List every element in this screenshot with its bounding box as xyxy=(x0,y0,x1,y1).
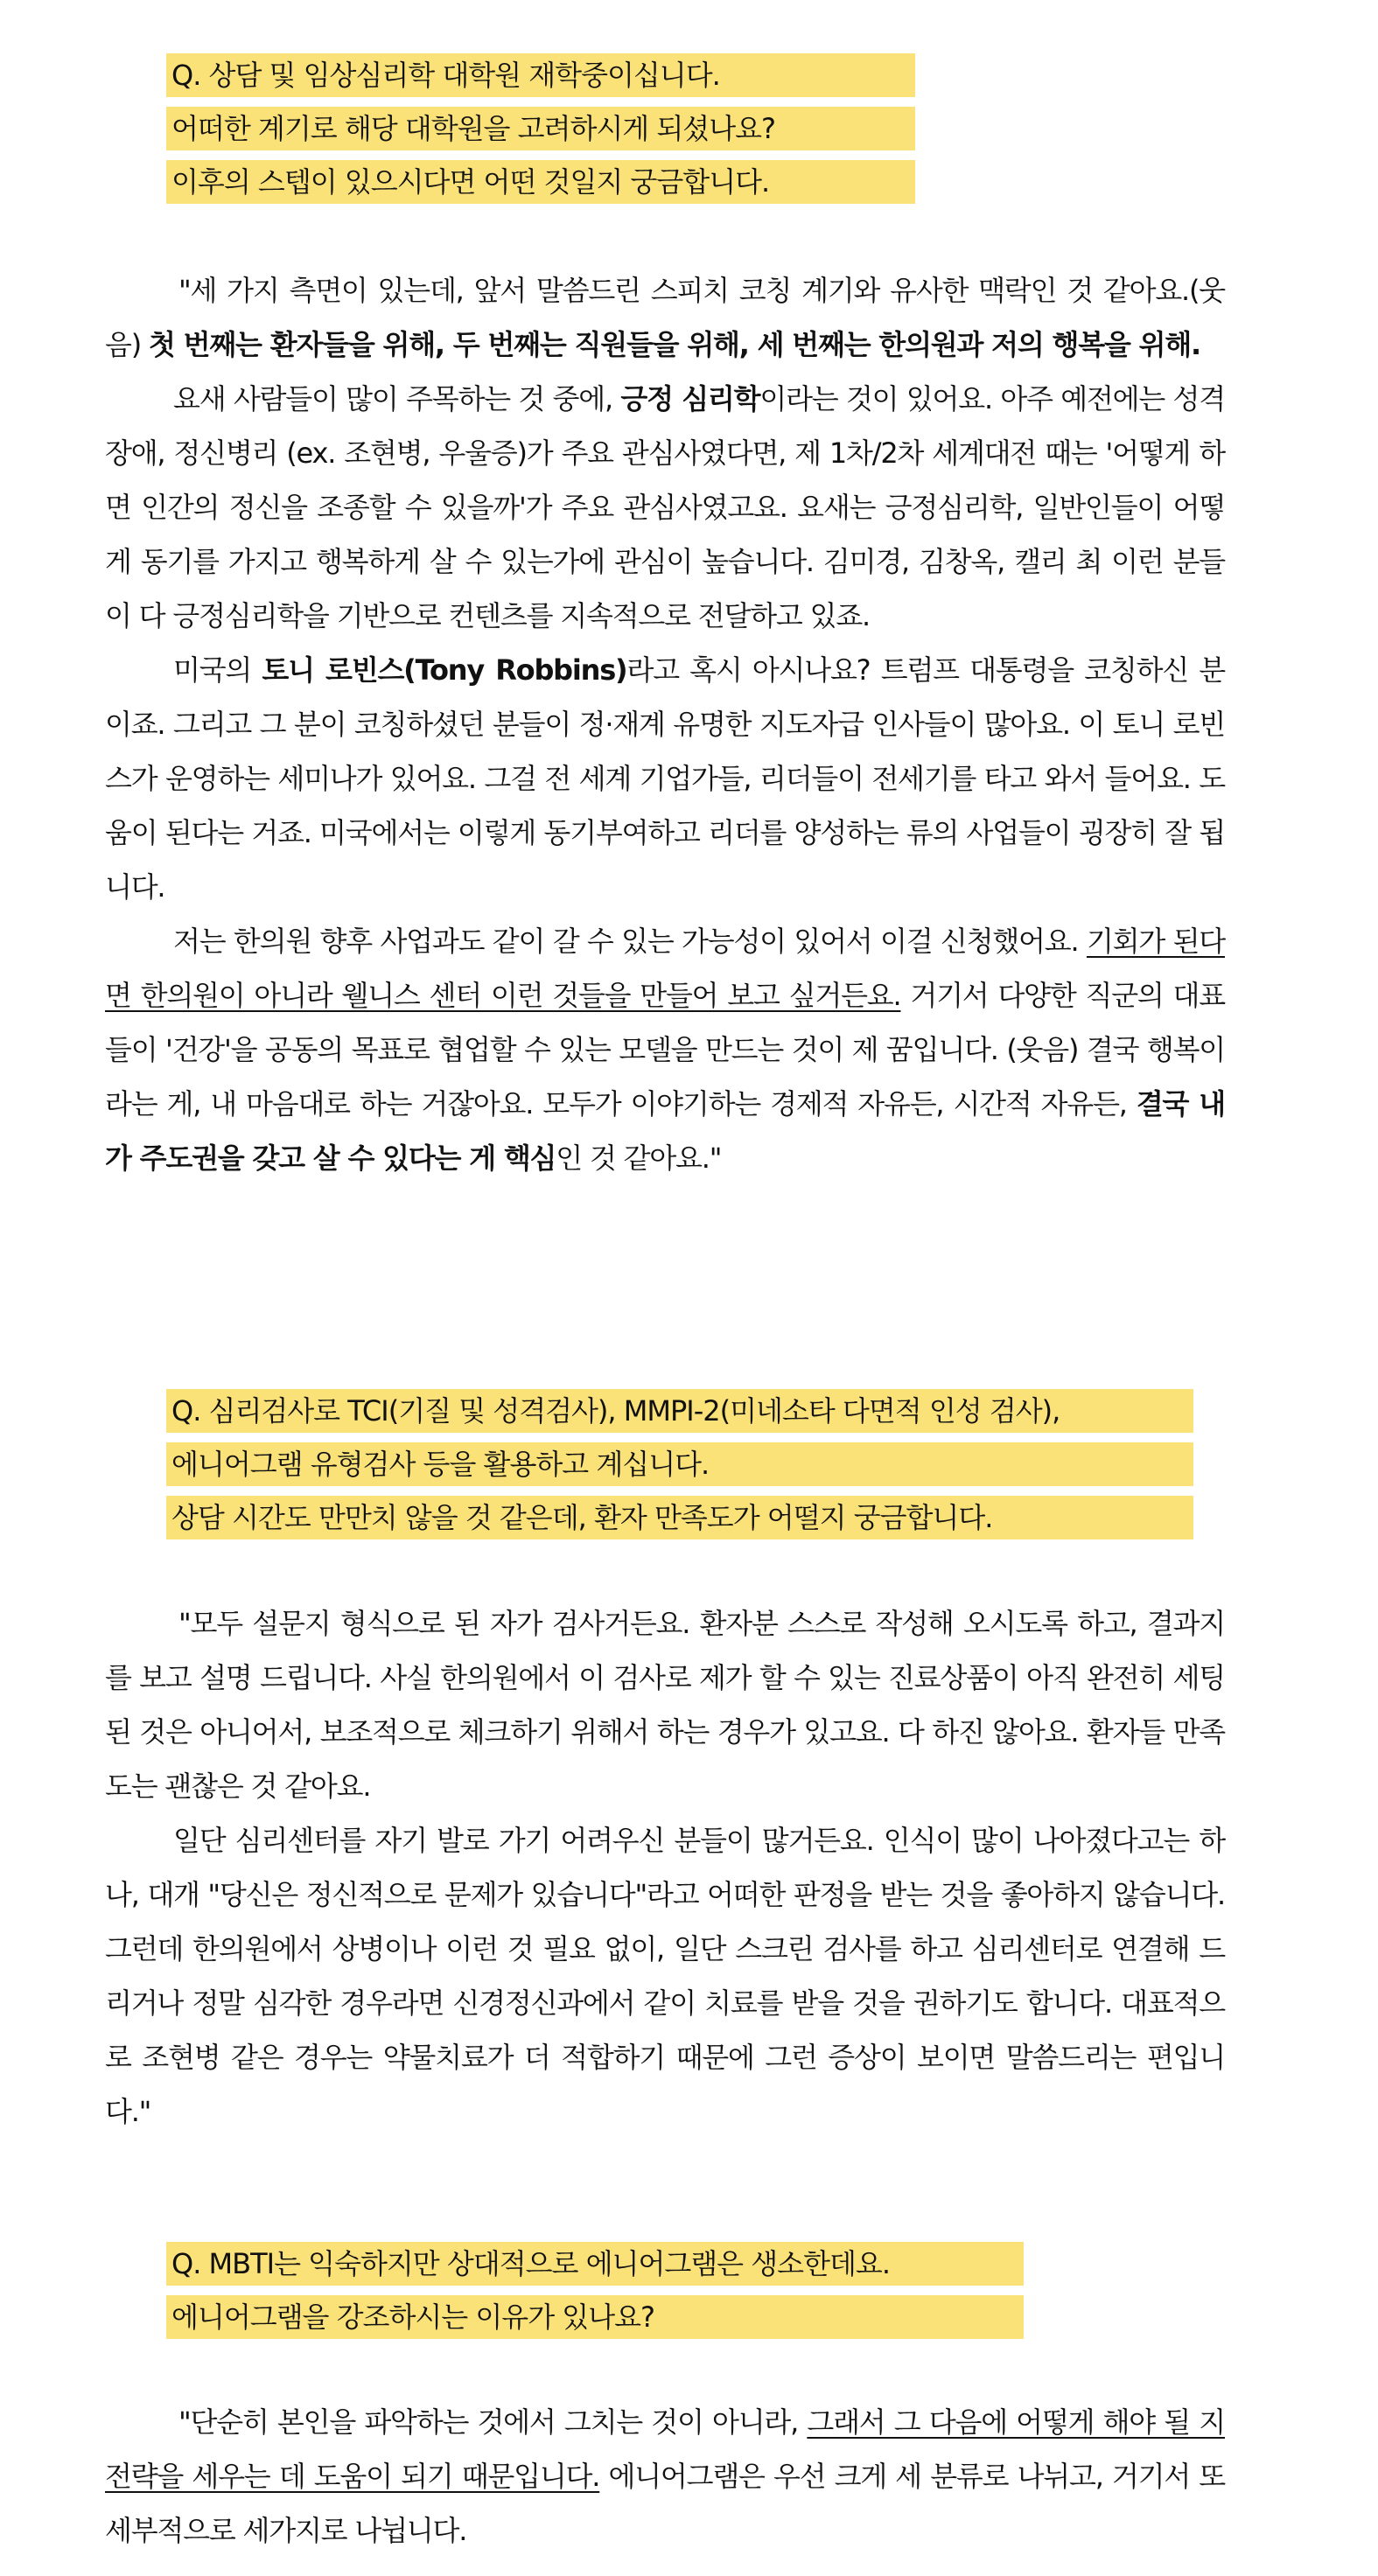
question-3-line-2: 에니어그램을 강조하시는 이유가 있나요? xyxy=(166,2295,1024,2339)
answer-3 xyxy=(105,2395,1225,2558)
answer-1-paragraph-4 xyxy=(105,914,1225,1185)
answer-3-p1-text-1: "단순히 본인을 파악하는 것에서 그치는 것이 아니라, xyxy=(178,2405,808,2439)
question-1-line-1: Q. 상담 및 임상심리학 대학원 재학중이십니다. xyxy=(166,53,915,97)
answer-1-p1-bold: 첫 번째는 환자들을 위해, 두 번째는 직원들을 위해, 세 번째는 한의원과 저의 행복을 위해. xyxy=(148,328,1200,361)
answer-3-paragraph-1 xyxy=(105,2395,1225,2558)
question-2-line-1: Q. 심리검사로 TCI(기질 및 성격검사), MMPI-2(미네소타 다면적 인성 검사), xyxy=(166,1389,1193,1433)
question-2-block xyxy=(166,1389,1193,1549)
answer-2 xyxy=(105,1596,1225,2139)
answer-1-p3-text-2: 라고 혹시 아시나요? 트럼프 대통령을 코칭하신 분이죠. 그리고 그 분이 코칭하셨던 분들이 정·재계 유명한 지도자급 인사들이 많아요. 이 토니 로빈스가 운영하는 세미나가 있어요. 그걸 전 세계 기업가들, 리더들이 전세기를 타고 와서 들어요. 도움이 된다는 거죠. 미국에서는 이렇게 동기부여하고 리더를 양성하는 류의 사업들이 굉장히 잘 됩니다. xyxy=(105,653,1226,904)
question-3-block xyxy=(166,2242,1024,2349)
question-2-line-2: 에니어그램 유형검사 등을 활용하고 계십니다. xyxy=(166,1442,1193,1486)
answer-1-p4-text-3: 인 것 같아요." xyxy=(556,1141,722,1175)
answer-1-p2-text-2: 이라는 것이 있어요. 아주 예전에는 성격장애, 정신병리 (ex. 조현병, 우울증)가 주요 관심사였다면, 제 1차/2차 세계대전 때는 '어떻게 하면 인간의 정신을 조종할 수 있을까'가 주요 관심사였고요. 요새는 긍정심리학, 일반인들이 어떻게 동기를 가지고 행복하게 살 수 있는가에 관심이 높습니다. 김미경, 김창옥, 캘리 최 이런 분들이 다 긍정심리학을 기반으로 컨텐츠를 지속적으로 전달하고 있죠. xyxy=(105,382,1225,632)
question-1-block xyxy=(166,53,915,213)
answer-2-paragraph-1: "모두 설문지 형식으로 된 자가 검사거든요. 환자분 스스로 작성해 오시도록 하고, 결과지를 보고 설명 드립니다. 사실 한의원에서 이 검사로 제가 할 수 있는 진료상품이 아직 완전히 세팅된 것은 아니어서, 보조적으로 체크하기 위해서 하는 경우가 있고요. 다 하진 않아요. 환자들 만족도는 괜찮은 것 같아요. xyxy=(105,1607,1225,1803)
answer-1-p4-text-1: 저는 한의원 향후 사업과도 같이 갈 수 있는 가능성이 있어서 이걸 신청했어요. xyxy=(173,925,1087,958)
question-3-line-1: Q. MBTI는 익숙하지만 상대적으로 에니어그램은 생소한데요. xyxy=(166,2242,1024,2286)
answer-1-paragraph-1 xyxy=(105,263,1225,372)
answer-1-p1-text: "세 가지 측면이 있는데, 앞서 말씀드린 스피치 코칭 계기와 유사한 맥락인 것 같아요.(웃음) xyxy=(105,274,1225,361)
answer-1-paragraph-2 xyxy=(105,372,1225,643)
answer-1 xyxy=(105,263,1225,1185)
answer-1-paragraph-3 xyxy=(105,643,1225,914)
answer-1-p4-bold: 결국 내가 주도권을 갖고 살 수 있다는 게 핵심 xyxy=(105,1087,1225,1175)
answer-1-p2-text-1: 요새 사람들이 많이 주목하는 것 중에, xyxy=(173,382,621,415)
answer-1-p2-bold: 긍정 심리학 xyxy=(620,382,760,415)
answer-3-p1-text-2: 에니어그램은 우선 크게 세 분류로 나뉘고, 거기서 또 세부적으로 세가지로 나뉩니다. xyxy=(105,2460,1226,2547)
answer-1-p3-bold: 토니 로빈스(Tony Robbins) xyxy=(262,653,627,687)
answer-1-p4-text-2: 거기서 다양한 직군의 대표들이 '건강'을 공동의 목표로 협업할 수 있는 모델을 만드는 것이 제 꿈입니다. (웃음) 결국 행복이라는 게, 내 마음대로 하는 거잖아요. 모두가 이야기하는 경제적 자유든, 시간적 자유든, xyxy=(105,979,1225,1120)
answer-1-p3-text-1: 미국의 xyxy=(173,653,262,687)
question-2-line-3: 상담 시간도 만만치 않을 것 같은데, 환자 만족도가 어떨지 궁금합니다. xyxy=(166,1496,1193,1539)
question-1-line-2: 어떠한 계기로 해당 대학원을 고려하시게 되셨나요? xyxy=(166,107,915,150)
answer-1-p4-underline: 기회가 된다면 한의원이 아니라 웰니스 센터 이런 것들을 만들어 보고 싶거든요. xyxy=(105,925,1225,1012)
answer-3-p1-underline: 그래서 그 다음에 어떻게 해야 될 지 전략을 세우는 데 도움이 되기 때문입니다. xyxy=(105,2405,1225,2493)
answer-2-paragraph-2: 일단 심리센터를 자기 발로 가기 어려우신 분들이 많거든요. 인식이 많이 나아졌다고는 하나, 대개 "당신은 정신적으로 문제가 있습니다"라고 어떠한 판정을 받는 것을 좋아하지 않습니다. 그런데 한의원에서 상병이나 이런 것 필요 없이, 일단 스크린 검사를 하고 심리센터로 연결해 드리거나 정말 심각한 경우라면 신경정신과에서 같이 치료를 받을 것을 권하기도 합니다. 대표적으로 조현병 같은 경우는 약물치료가 더 적합하기 때문에 그런 증상이 보이면 말씀드리는 편입니다." xyxy=(105,1824,1225,2128)
question-1-line-3: 이후의 스텝이 있으시다면 어떤 것일지 궁금합니다. xyxy=(166,160,915,204)
